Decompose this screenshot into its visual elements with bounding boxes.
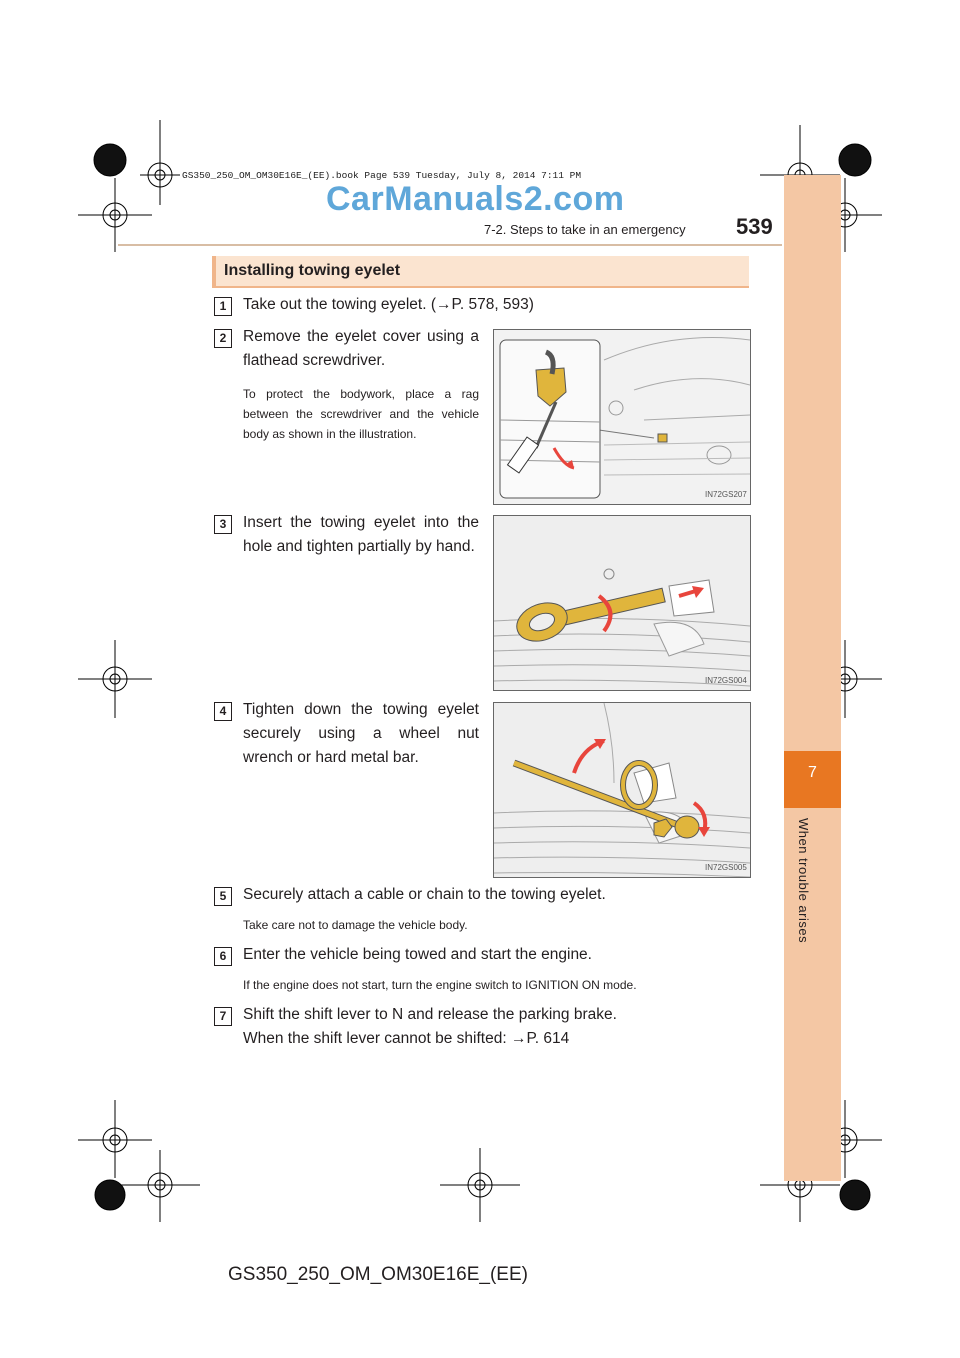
section-title: 7-2. Steps to take in an emergency <box>484 222 686 237</box>
remove-cover-illustration <box>494 330 750 504</box>
step-7-number: 7 <box>214 1007 232 1026</box>
step-1-number: 1 <box>214 297 232 316</box>
tighten-eyelet-illustration <box>494 703 750 877</box>
step-2-text: Remove the eyelet cover using a flathead screwdriver. <box>243 328 479 369</box>
figure-code: IN72GS005 <box>705 863 747 872</box>
step-6-number: 6 <box>214 947 232 966</box>
figure-tighten-eyelet <box>493 702 751 878</box>
watermark: CarManuals2.com <box>326 180 625 218</box>
step-2-number: 2 <box>214 329 232 348</box>
step-7-text: Shift the shift lever to N and release the parking brake. <box>243 1006 617 1023</box>
heading-accent <box>212 256 216 286</box>
figure-code: IN72GS004 <box>705 676 747 685</box>
step-1-text: Take out the towing eyelet. (→P. 578, 593) <box>243 296 534 313</box>
section-heading: Installing towing eyelet <box>224 262 401 279</box>
step-5-note: Take care not to damage the vehicle body. <box>243 918 468 932</box>
chapter-label: When trouble arises <box>796 818 811 944</box>
step-2-note: To protect the bodywork, place a rag between the screwdriver and the vehicle body as shown in the illustration. <box>243 387 479 441</box>
step-4-text: Tighten down the towing eyelet securely using a wheel nut wrench or hard metal bar. <box>243 701 479 766</box>
step-7-text-2: When the shift lever cannot be shifted: →P. 614 <box>243 1030 570 1047</box>
step-3-text: Insert the towing eyelet into the hole and tighten partially by hand. <box>243 514 479 555</box>
step-5-text: Securely attach a cable or chain to the towing eyelet. <box>243 886 606 903</box>
chapter-number: 7 <box>808 764 817 781</box>
insert-eyelet-illustration <box>494 516 750 690</box>
header-rule <box>118 244 782 246</box>
page-number: 539 <box>736 214 773 239</box>
figure-insert-eyelet <box>493 515 751 691</box>
step-6-text: Enter the vehicle being towed and start the engine. <box>243 946 592 963</box>
side-tab-bar <box>784 175 841 1181</box>
step-4-number: 4 <box>214 702 232 721</box>
step-6-note: If the engine does not start, turn the engine switch to IGNITION ON mode. <box>243 978 637 992</box>
footer-code: GS350_250_OM_OM30E16E_(EE) <box>228 1264 528 1285</box>
step-5-number: 5 <box>214 887 232 906</box>
book-info-line: GS350_250_OM_OM30E16E_(EE).book Page 539 Tuesday, July 8, 2014 7:11 PM <box>182 170 582 181</box>
step-3-number: 3 <box>214 515 232 534</box>
figure-code: IN72GS207 <box>705 490 747 499</box>
figure-remove-cover <box>493 329 751 505</box>
